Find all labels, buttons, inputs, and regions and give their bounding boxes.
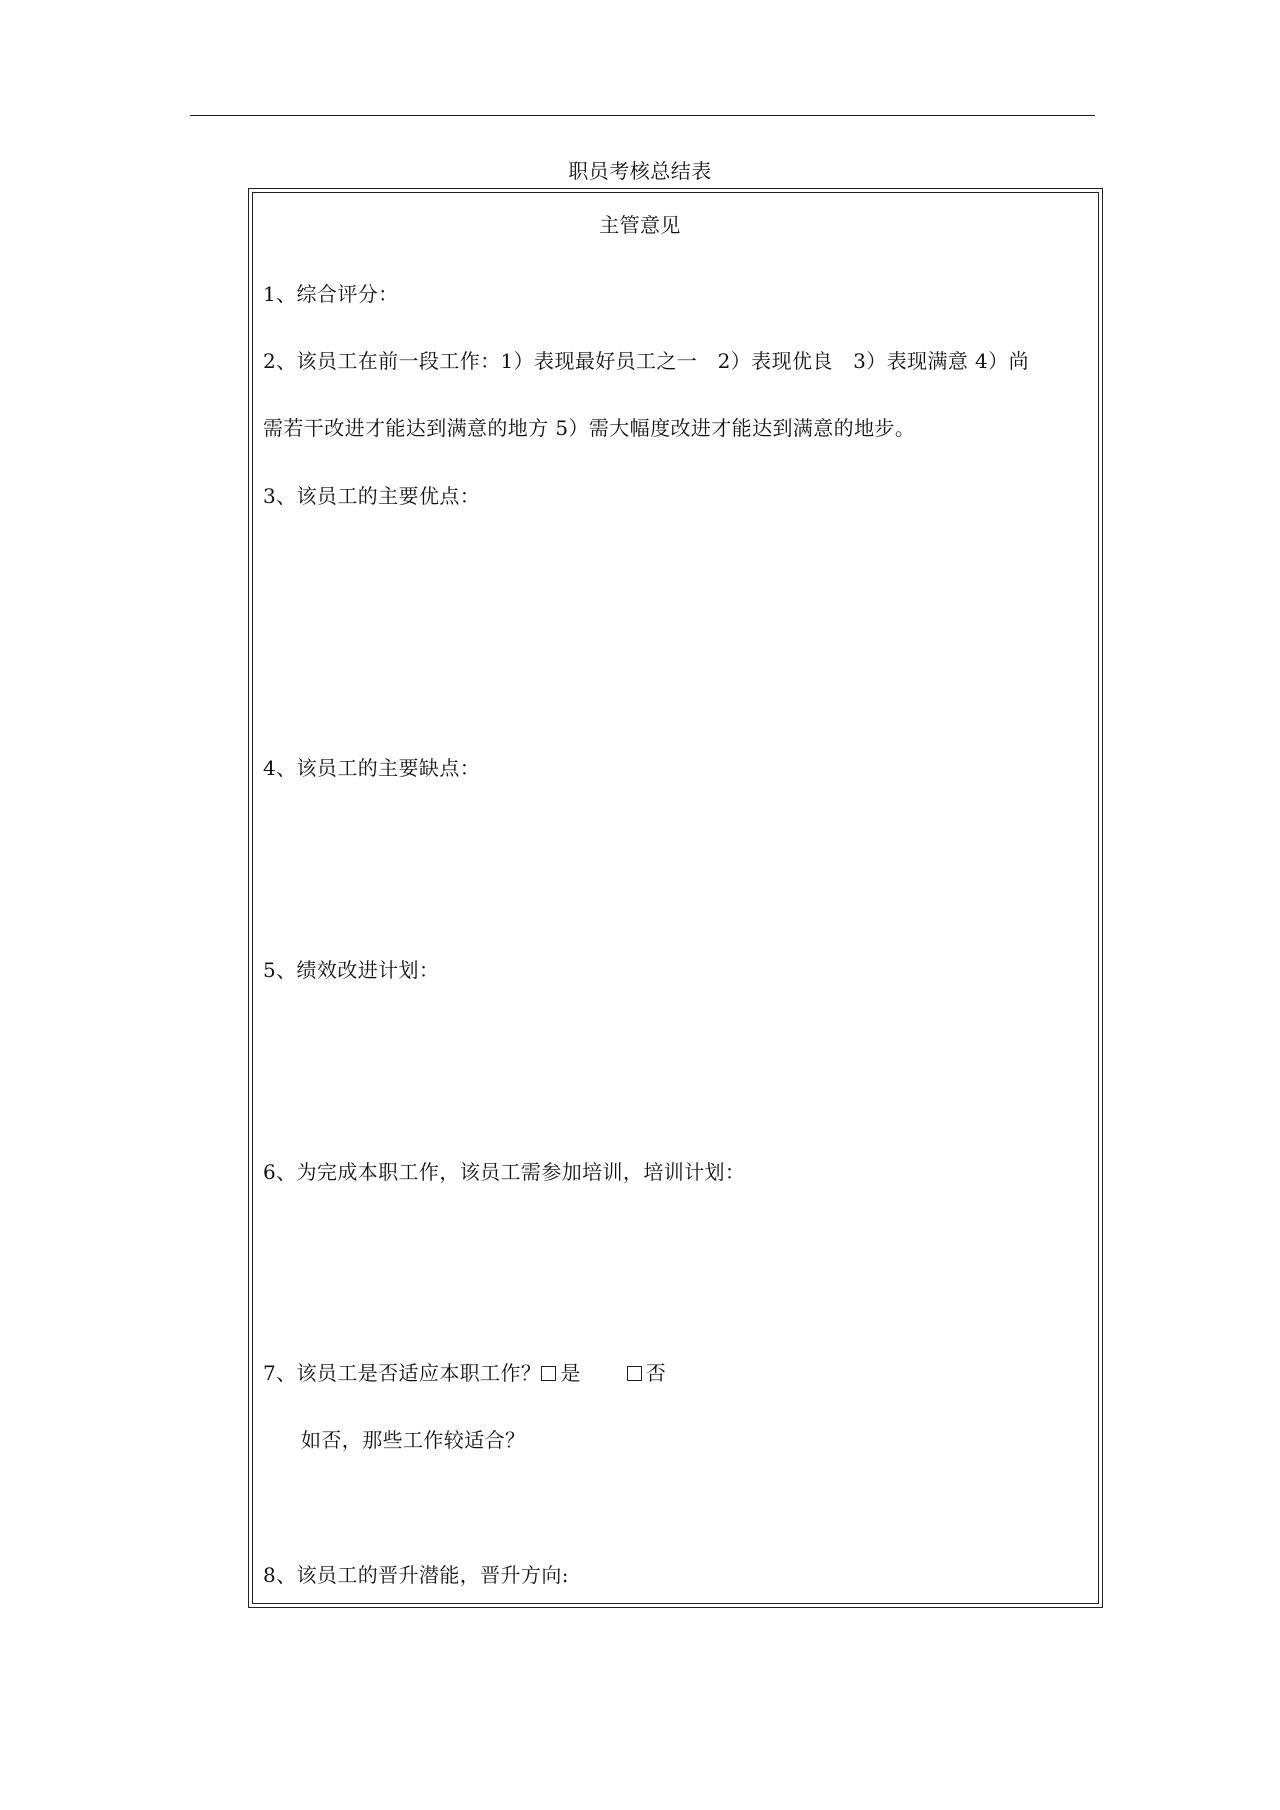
item-recent-performance-line2: 需若干改进才能达到满意的地方 5）需大幅度改进才能达到满意的地步。 <box>263 416 916 440</box>
yes-checkbox[interactable] <box>541 1366 556 1381</box>
header-rule <box>190 115 1095 116</box>
no-label: 否 <box>645 1361 667 1385</box>
item-job-fit-followup: 如否，那些工作较适合？ <box>301 1428 526 1452</box>
item-training-plan: 6、为完成本职工作，该员工需参加培训，培训计划： <box>263 1160 746 1184</box>
item-overall-score: 1、综合评分： <box>263 282 399 306</box>
section-heading: 主管意见 <box>599 213 681 237</box>
item-main-strengths: 3、该员工的主要优点： <box>263 484 481 508</box>
item-improvement-plan: 5、绩效改进计划： <box>263 958 440 982</box>
supervisor-opinion-form <box>248 188 1103 1608</box>
item-promotion-potential: 8、该员工的晋升潜能，晋升方向: <box>263 1563 569 1587</box>
no-checkbox[interactable] <box>627 1366 642 1381</box>
form-inner-border <box>252 192 1099 1604</box>
document-title: 职员考核总结表 <box>568 159 712 183</box>
job-fit-prompt: 7、该员工是否适应本职工作？ <box>263 1361 542 1385</box>
item-main-weaknesses: 4、该员工的主要缺点： <box>263 756 481 780</box>
yes-label: 是 <box>560 1361 581 1385</box>
item-recent-performance-line1: 2、该员工在前一段工作：1）表现最好员工之一 2）表现优良 3）表现满意 4）尚 <box>263 349 1029 373</box>
item-job-fit <box>263 1358 666 1388</box>
